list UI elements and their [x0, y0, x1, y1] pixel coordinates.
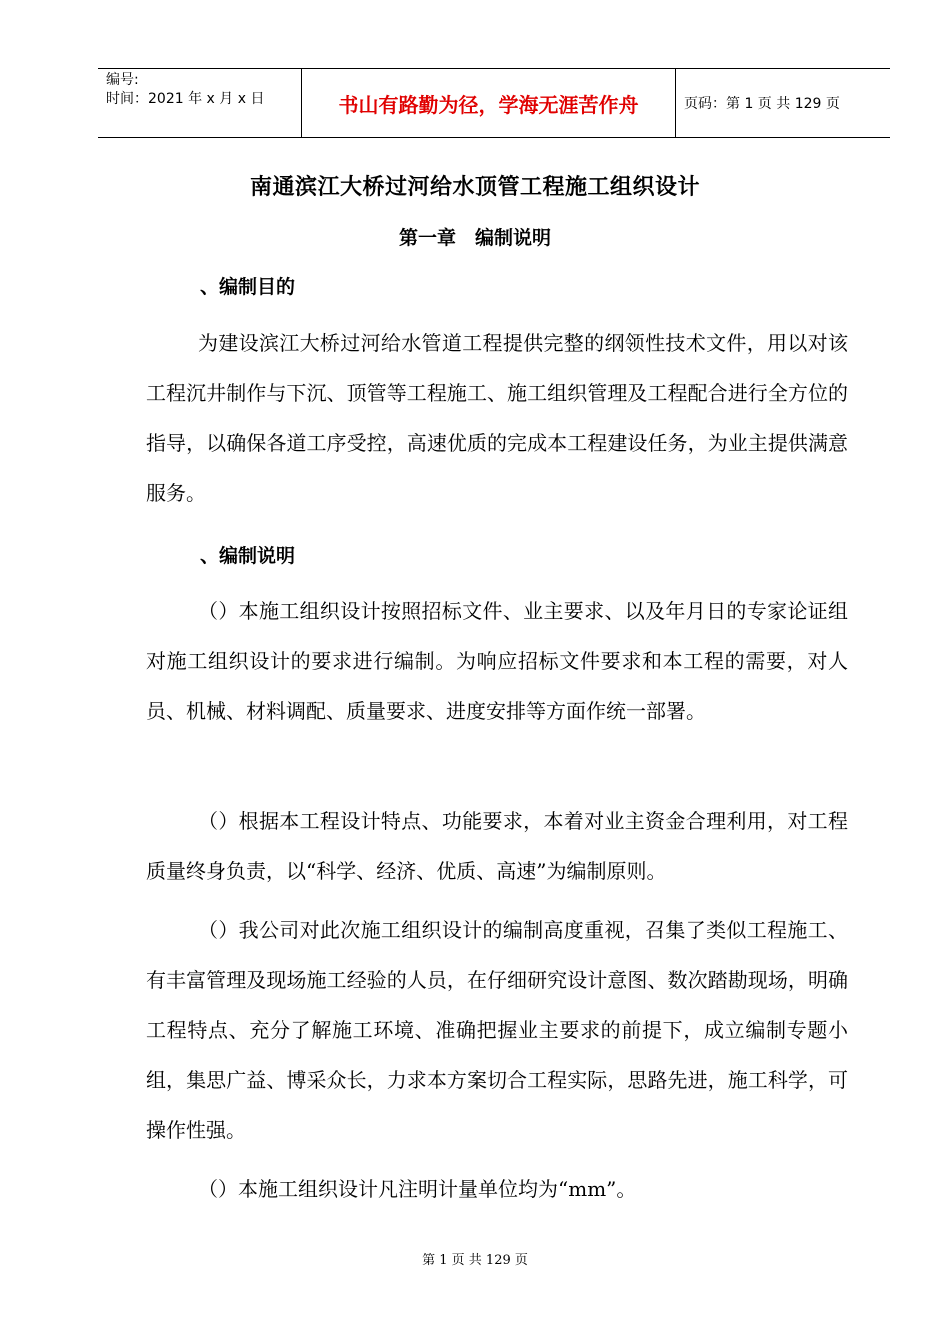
document-title: 南通滨江大桥过河给水顶管工程施工组织设计	[249, 175, 700, 200]
header-meta	[98, 69, 302, 137]
page-footer: 第 1 页 共 129 页	[422, 1253, 528, 1268]
number-label: 编号:	[106, 72, 139, 88]
section-heading-purpose: 、编制目的	[200, 276, 296, 298]
paragraph-item-2: （）根据本工程设计特点、功能要求，本着对业主资金合理利用，对工程质量终身负责，以“科学、经济、优质、高速”为编制原则。	[146, 809, 848, 883]
time-label: 时间：2021 年 x 月 x 日	[106, 91, 265, 107]
section-heading-notes: 、编制说明	[200, 545, 296, 567]
header-page-code: 页码：第 1 页 共 129 页	[684, 96, 840, 112]
paragraph-item-1: （）本施工组织设计按照招标文件、业主要求、以及年月日的专家论证组对施工组织设计的要求进行编制。为响应招标文件要求和本工程的需要，对人员、机械、材料调配、质量要求、进度安排等方面作统一部署。	[146, 599, 848, 723]
chapter-heading: 第一章 编制说明	[398, 227, 551, 249]
paragraph-purpose: 为建设滨江大桥过河给水管道工程提供完整的纲领性技术文件，用以对该工程沉井制作与下沉、顶管等工程施工、施工组织管理及工程配合进行全方位的指导，以确保各道工序受控，高速优质的完成本工程建设任务，为业主提供满意服务。	[146, 331, 848, 505]
document-header	[98, 68, 890, 138]
paragraph-item-3: （）我公司对此次施工组织设计的编制高度重视，召集了类似工程施工、有丰富管理及现场施工经验的人员，在仔细研究设计意图、数次踏勘现场，明确工程特点、充分了解施工环境、准确把握业主要求的前提下，成立编制专题小组，集思广益、博采众长，力求本方案切合工程实际，思路先进，施工科学，可操作性强。	[146, 918, 848, 1142]
paragraph-item-4: （）本施工组织设计凡注明计量单位均为“mm”。	[198, 1177, 637, 1201]
header-motto: 书山有路勤为径，学海无涯苦作舟	[302, 69, 676, 137]
